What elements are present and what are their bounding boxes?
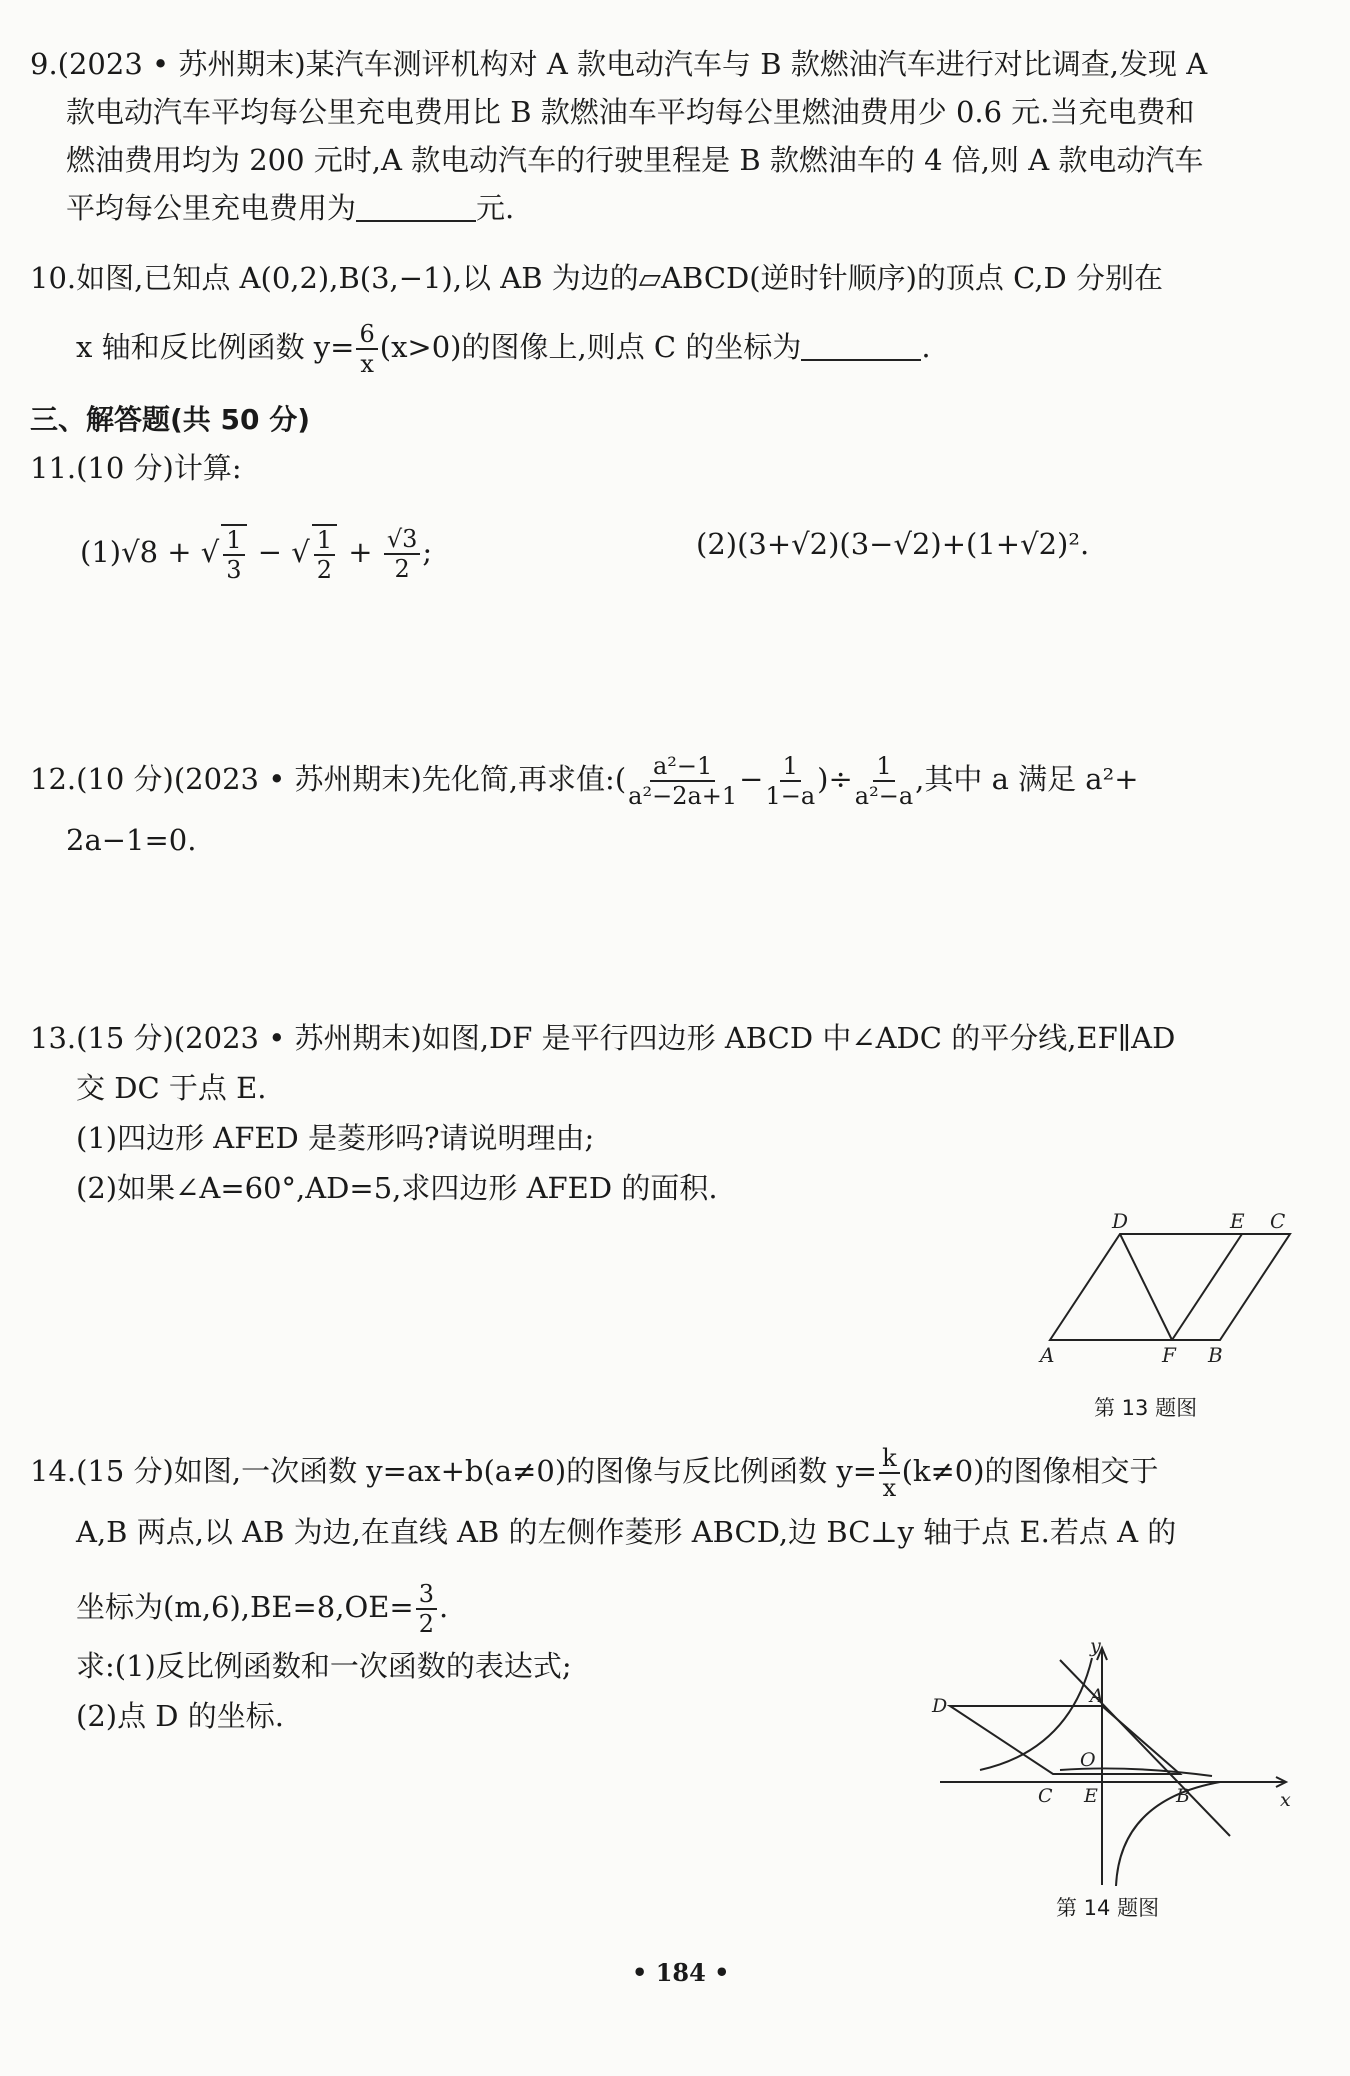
q13-label-a: A	[1040, 1343, 1055, 1367]
q13-line-1: 13.(15 分)(2023 • 苏州期末)如图,DF 是平行四边形 ABCD 中∠ADC 的平分线,EF∥AD	[30, 1021, 1176, 1055]
q14-label-x: x	[1280, 1789, 1291, 1811]
q14-label-d: D	[932, 1695, 948, 1717]
q11-p2-e: )+(1+	[930, 527, 1021, 561]
q14-oe-num: 3	[416, 1580, 437, 1610]
q12-frac-3	[855, 752, 913, 810]
q14-line-4: 求:(1)反比例函数和一次函数的表达式;	[76, 1649, 572, 1683]
q14-hyperbola-lower	[1116, 1782, 1220, 1886]
section-heading: 三、解答题(共 50 分)	[30, 403, 311, 436]
q14-frac-den: x	[882, 1474, 897, 1502]
q14-text-b: (k≠0)的图像相交于	[901, 1454, 1159, 1488]
q14-label-y: y	[1090, 1640, 1101, 1657]
q11-p1-plus: +	[167, 535, 192, 569]
q9-line-1: 9.(2023 • 苏州期末)某汽车测评机构对 A 款电动汽车与 B 款燃油汽车进行对比调查,发现 A	[30, 47, 1208, 81]
q9-line-2: 款电动汽车平均每公里充电费用比 B 款燃油车平均每公里燃油费用少 0.6 元.当充电费和	[66, 95, 1195, 129]
q11-p2-d: √2	[893, 527, 931, 561]
q14-figure	[930, 1640, 1310, 1900]
q14-label-o: O	[1080, 1749, 1096, 1771]
q12-frac-2-num: 1	[780, 752, 801, 782]
q14-fraction-oe	[416, 1580, 437, 1638]
q10-frac-num: 6	[356, 320, 377, 350]
q13-segment-df	[1120, 1234, 1172, 1340]
q12-text-b: )÷	[817, 762, 853, 796]
q14-fraction-k	[879, 1444, 900, 1502]
q12-text-c: ,其中 a 满足 a²+	[915, 762, 1139, 796]
q13-caption: 第 13 题图	[1094, 1396, 1198, 1420]
q9-line-4-text: 平均每公里充电费用为	[66, 191, 357, 225]
q11-p1-frac-2	[312, 524, 337, 584]
q13-figure	[1030, 1210, 1300, 1370]
q11-p2-a: (2)(3+	[696, 527, 792, 561]
q12-frac-1	[628, 752, 737, 810]
q12-frac-3-den: a²−a	[854, 782, 914, 810]
q9-unit: 元.	[476, 191, 515, 225]
q14-label-e: E	[1084, 1785, 1098, 1807]
q13-line-2: 交 DC 于点 E.	[76, 1071, 267, 1105]
q14-oe-den: 2	[418, 1610, 434, 1638]
q9-answer-blank[interactable]	[356, 190, 476, 222]
q12-text-a: 12.(10 分)(2023 • 苏州期末)先化简,再求值:(	[30, 762, 627, 796]
q12-frac-1-num: a²−1	[650, 752, 715, 782]
q11-part-1: (1)√8 + √ $\frac{1}{3}$ − √ $\frac{1}{2}$ + $\frac{√3}{2}$ ;	[80, 525, 433, 584]
q11-p2-c: )(3−	[828, 527, 894, 561]
q9-line-3: 燃油费用均为 200 元时,A 款电动汽车的行驶里程是 B 款燃油车的 4 倍,则 A 款电动汽车	[66, 143, 1204, 177]
q11-p2-b: √2	[791, 527, 829, 561]
q11-p2-f: √2	[1020, 527, 1058, 561]
q11-heading: 11.(10 分)计算:	[30, 451, 242, 485]
q14-rhombus	[950, 1706, 1180, 1774]
q10-text-a: x 轴和反比例函数 y=	[76, 330, 355, 364]
q13-label-d: D	[1112, 1210, 1129, 1233]
q11-p1-frac-3-den: 2	[394, 555, 410, 583]
q11-p1-frac-1	[221, 524, 246, 584]
q10-fraction	[356, 320, 377, 378]
q14-caption: 第 14 题图	[1056, 1896, 1160, 1920]
q13-label-b: B	[1208, 1343, 1223, 1367]
q13-line-4: (2)如果∠A=60°,AD=5,求四边形 AFED 的面积.	[76, 1171, 718, 1205]
q14-line-ab	[1060, 1660, 1230, 1836]
q14-line-5: (2)点 D 的坐标.	[76, 1699, 284, 1733]
q14-line-3	[76, 1580, 448, 1638]
q13-line-3: (1)四边形 AFED 是菱形吗?请说明理由;	[76, 1121, 595, 1155]
q11-p1-minus: −	[257, 535, 283, 569]
q14-frac-num: k	[879, 1444, 900, 1474]
q14-label-b: B	[1176, 1785, 1190, 1807]
q11-p1-frac-2-num: 1	[314, 526, 335, 556]
q10-frac-den: x	[360, 350, 374, 378]
q13-parallelogram	[1050, 1234, 1290, 1340]
q12-frac-1-den: a²−2a+1	[628, 782, 738, 810]
q10-line-2	[76, 320, 931, 378]
q11-p1-sqrt8: √8	[121, 535, 159, 569]
q11-p1-label: (1)	[80, 535, 122, 569]
q14-line-2: A,B 两点,以 AB 为边,在直线 AB 的左侧作菱形 ABCD,边 BC⊥y 轴于点 E.若点 A 的	[76, 1515, 1177, 1549]
q14-text-d: .	[439, 1590, 449, 1624]
q13-label-e: E	[1230, 1210, 1245, 1233]
q10-answer-blank[interactable]	[801, 329, 921, 361]
q11-p1-frac-3-num: √3	[384, 525, 421, 555]
q14-line-1	[30, 1444, 1159, 1502]
q11-p1-frac-2-den: 2	[316, 556, 333, 584]
q14-label-a: A	[1090, 1685, 1104, 1707]
q10-text-c: .	[921, 330, 931, 364]
q9-line-4	[66, 188, 514, 228]
q11-p1-plus-2: +	[348, 535, 373, 569]
q14-label-c: C	[1038, 1785, 1053, 1807]
q10-line-1: 10.如图,已知点 A(0,2),B(3,−1),以 AB 为边的▱ABCD(逆时针顺序)的顶点 C,D 分别在	[30, 261, 1163, 295]
q12-line-2: 2a−1=0.	[66, 823, 197, 857]
q11-p1-frac-1-den: 3	[226, 556, 242, 584]
q12-frac-2	[765, 752, 815, 810]
q13-label-c: C	[1270, 1210, 1286, 1233]
q14-text-a: 14.(15 分)如图,一次函数 y=ax+b(a≠0)的图像与反比例函数 y=	[30, 1454, 878, 1488]
q13-label-f: F	[1162, 1343, 1176, 1367]
q10-text-b: (x>0)的图像上,则点 C 的坐标为	[379, 330, 802, 364]
q11-p1-frac-3	[384, 525, 421, 583]
q11-p2-g: )².	[1057, 527, 1090, 561]
q14-text-c: 坐标为(m,6),BE=8,OE=	[76, 1590, 414, 1624]
page-number: • 184 •	[632, 1958, 730, 1987]
q12-minus: −	[739, 762, 764, 796]
q11-p1-frac-1-num: 1	[223, 526, 244, 556]
q12-line-1	[30, 752, 1139, 810]
q11-p1-semicolon: ;	[422, 535, 433, 569]
q11-part-2	[696, 524, 1089, 564]
q12-frac-2-den: 1−a	[765, 782, 816, 810]
q12-frac-3-num: 1	[873, 752, 894, 782]
